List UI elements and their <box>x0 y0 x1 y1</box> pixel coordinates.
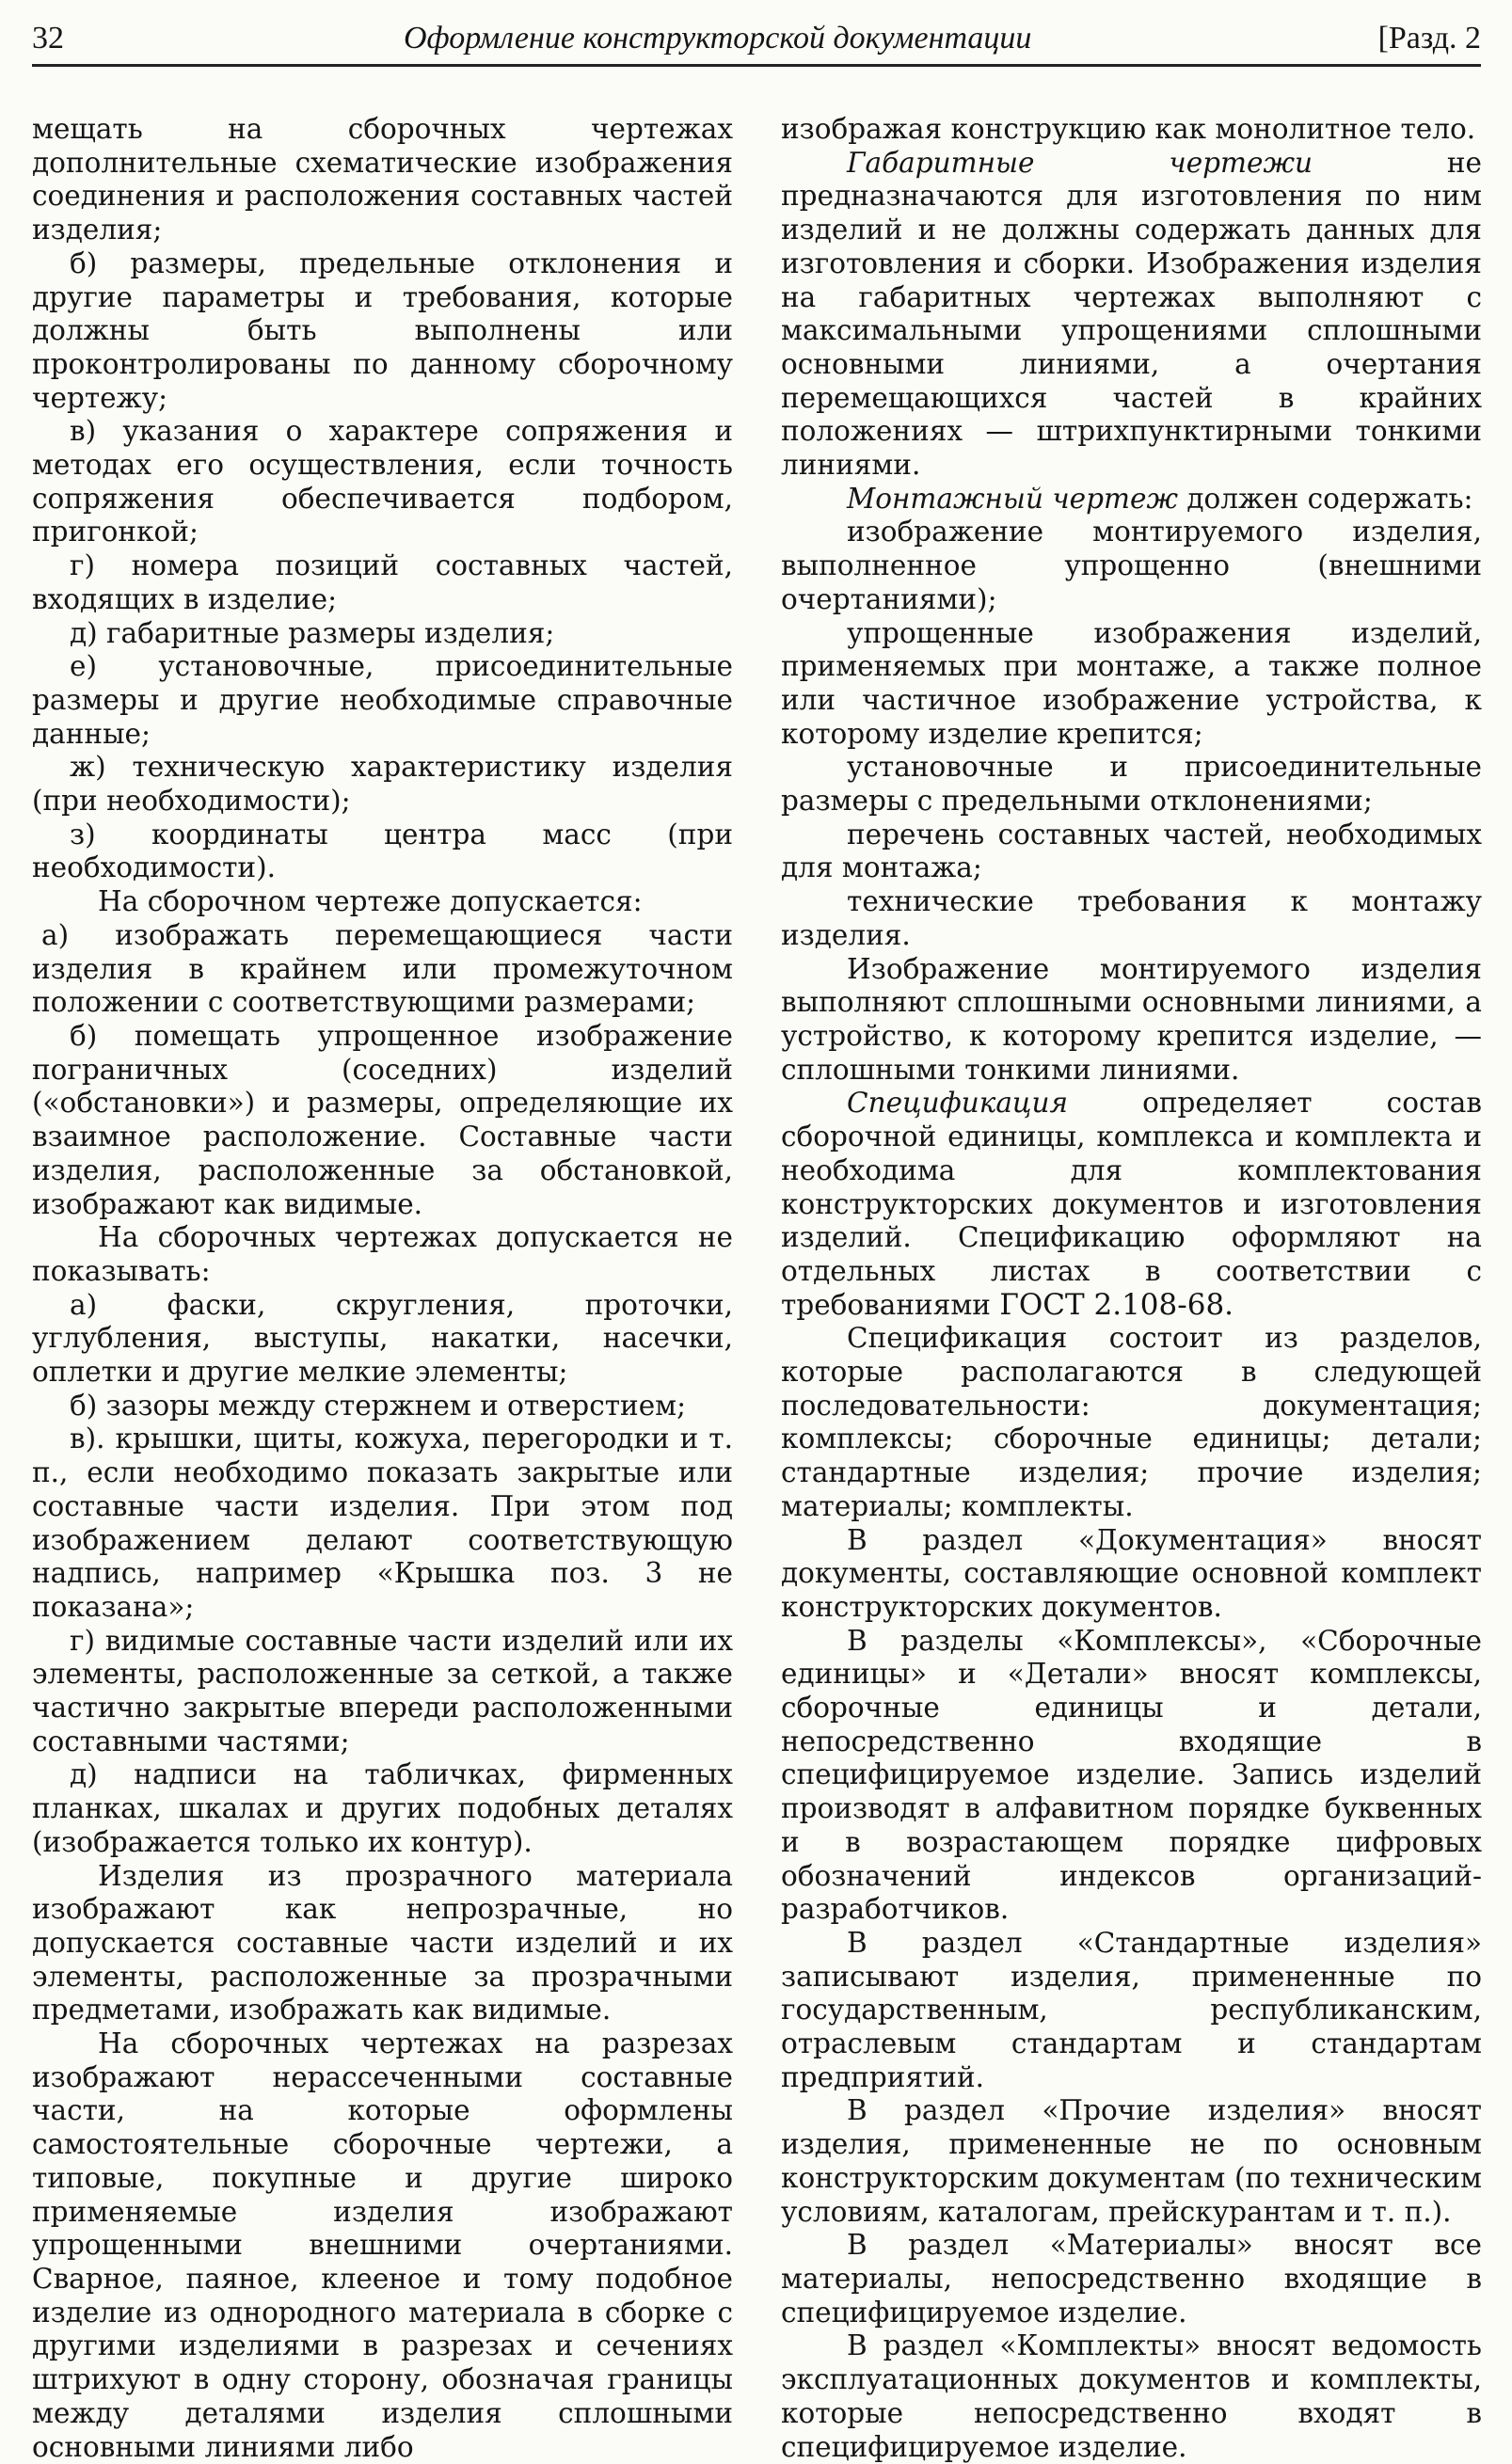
list-item: е) установочные, присоединительные размеры и другие необходимые справочные данные; <box>32 650 733 750</box>
list-item: б) размеры, предельные отклонения и другие параметры и требования, которые должны быть выполнены или проконтролированы по данному сборочному чертежу; <box>32 246 733 414</box>
paragraph: установочные и присоединительные размеры с предельными отклонениями; <box>781 751 1482 818</box>
list-item: б) зазоры между стержнем и отверстием; <box>70 1389 687 1422</box>
section-label: [Разд. 2 <box>1377 21 1481 56</box>
list-item: б) помещать упрощенное изображение пограничных (соседних) изделий («обстановки») и размеры, определяющие их взаимное расположение. Составные части изделия, расположенные за обстановкой, изображают как видимые. <box>32 1019 733 1220</box>
right-column <box>781 113 1482 2464</box>
list-item: а) изображать перемещающиеся части изделия в крайнем или промежуточном положении с соответствующими размерами; <box>32 918 733 1019</box>
running-title: Оформление конструкторской документации <box>404 21 1032 56</box>
paragraph <box>781 1087 1482 1322</box>
paragraph: На сборочных чертежах на разрезах изображают нерассеченными составные части, на которые оформлены самостоятельные сборочные чертежи, а типовые, покупные и другие широко применяемые изделия изображают упрощенными внешними очертаниями. Сварное, паяное, клееное и тому подобное изделие из однородного материала в сборке с другими изделиями в разрезах и сечениях штрихуют в одну сторону, обозначая границы между деталями изделия сплошными основными линиями либо <box>32 2027 733 2463</box>
term: Монтажный чертеж <box>847 482 1178 515</box>
paragraph: В раздел «Комплекты» вносят ведомость эксплуатационных документов и комплекты, которые непосредственно входят в специфицируемое изделие. <box>781 2329 1482 2463</box>
list-item: з) координаты центра масс (при необходимости). <box>32 818 733 884</box>
paragraph-text: определяет состав сборочной единицы, комплекса и комплекта и необходима для комплектования конструкторских документов и изготовления изделий. Спецификацию оформляют на отдельных листах в соответствии с требованиями <box>781 1087 1482 1321</box>
paragraph: упрощенные изображения изделий, применяемых при монтаже, а также полное или частичное изображение устройства, к которому изделие крепится; <box>781 616 1482 750</box>
paragraph <box>781 147 1482 483</box>
list-item: в). крышки, щиты, кожуха, перегородки и т. п., если необходимо показать закрытые или составные части изделия. При этом под изображением делают соответствующую надпись, например «Крышка поз. 3 не показана»; <box>32 1423 733 1623</box>
paragraph: изображение монтируемого изделия, выполненное упрощенно (внешними очертаниями); <box>781 516 1482 615</box>
list-item: г) номера позиций составных частей, входящих в изделие; <box>32 549 733 615</box>
term: Габаритные чертежи <box>847 146 1313 179</box>
paragraph <box>781 483 1482 517</box>
list-item: д) надписи на табличках, фирменных планках, шкалах и других подобных деталях (изображается только их контур). <box>32 1758 733 1858</box>
page-number: 32 <box>32 21 64 56</box>
paragraph: технические требования к монтажу изделия. <box>781 885 1482 951</box>
list-item: ж) техническую характеристику изделия (при необходимости); <box>32 751 733 818</box>
paragraph: В раздел «Стандартные изделия» записывают изделия, примененные по государственным, республиканским, отраслевым стандартам и стандартам предприятий. <box>781 1926 1482 2093</box>
paragraph: мещать на сборочных чертежах дополнительные схематические изображения соединения и расположения составных частей изделия; <box>32 113 733 246</box>
paragraph: Спецификация состоит из разделов, которые располагаются в следующей последовательности: документация; комплексы; сборочные единицы; детали; стандартные изделия; прочие изделия; материалы; комплекты. <box>781 1322 1482 1522</box>
term: Спецификация <box>847 1087 1069 1120</box>
standard-reference: ГОСТ 2.108-68. <box>999 1287 1234 1322</box>
paragraph: Изображение монтируемого изделия выполняют сплошными основными линиями, а устройство, к которому крепится изделие, — сплошными тонкими линиями. <box>781 952 1482 1086</box>
paragraph: изображая конструкцию как монолитное тело. <box>781 113 1476 145</box>
paragraph: В разделы «Комплексы», «Сборочные единицы» и «Детали» вносят комплексы, сборочные единицы и детали, непосредственно входящие в специфицируемое изделие. Запись изделий производят в алфавитном порядке буквенных и в возрастающем порядке цифровых обозначений индексов организаций-разработчиков. <box>781 1624 1482 1926</box>
page-header <box>32 13 1481 67</box>
left-column <box>32 113 733 2464</box>
paragraph: перечень составных частей, необходимых для монтажа; <box>781 818 1482 884</box>
paragraph: Изделия из прозрачного материала изображают как непрозрачные, но допускается составные части изделий и их элементы, расположенные за прозрачными предметами, изображать как видимые. <box>32 1859 733 2027</box>
paragraph-text: должен содержать: <box>1177 482 1473 515</box>
list-item: г) видимые составные части изделий или их элементы, расположенные за сеткой, а также частично закрытые впереди расположенными составными частями; <box>32 1624 733 1757</box>
paragraph: На сборочном чертеже допускается: <box>98 885 643 918</box>
list-item: в) указания о характере сопряжения и методах его осуществления, если точность сопряжения обеспечивается подбором, пригонкой; <box>32 415 733 548</box>
list-item: а) фаски, скругления, проточки, углубления, выступы, накатки, насечки, оплетки и другие мелкие элементы; <box>32 1288 733 1389</box>
paragraph: На сборочных чертежах допускается не показывать: <box>32 1221 733 1287</box>
paragraph: В раздел «Прочие изделия» вносят изделия, примененные не по основным конструкторским документам (по техническим условиям, каталогам, прейскурантам и т. п.). <box>781 2094 1482 2228</box>
paragraph: В раздел «Материалы» вносят все материалы, непосредственно входящие в специфицируемое изделие. <box>781 2229 1482 2329</box>
paragraph: В раздел «Документация» вносят документы, составляющие основной комплект конструкторских документов. <box>781 1523 1482 1623</box>
paragraph-text: не предназначаются для изготовления по ним изделий и не должны содержать данных для изготовления и сборки. Изображения изделия на габаритных чертежах выполняют с максимальными упрощениями сплошными основными линиями, а очертания перемещающихся частей в крайних положениях — штрихпунктирными тонкими линиями. <box>781 146 1482 482</box>
list-item: д) габаритные размеры изделия; <box>70 616 555 649</box>
